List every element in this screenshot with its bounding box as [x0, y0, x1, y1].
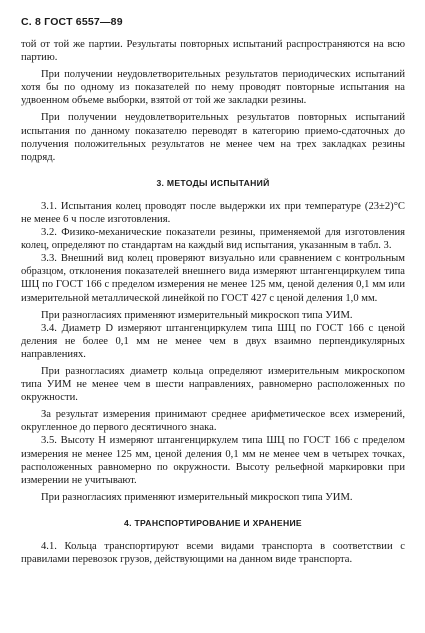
paragraph-3-2: 3.2. Физико-механические показатели резины, применяемой для изготовления колец, определяют по стандартам на каждый вид испытания, указанным в табл. 3.	[21, 227, 405, 252]
paragraph-intro-1: той от той же партии. Результаты повторных испытаний распространяются на всю партию.	[21, 39, 405, 64]
paragraph-3-5-note: При разногласиях применяют измерительный микроскоп типа УИМ.	[41, 491, 353, 503]
paragraph-3-4: 3.4. Диаметр D измеряют штангенциркулем типа ШЦ по ГОСТ 166 с ценой деления не более 0,1 мм не менее чем в двух взаимно перпендикулярных направлениях.	[21, 322, 405, 360]
paragraph-3-3-note: При разногласиях применяют измерительный микроскоп типа УИМ.	[41, 309, 353, 321]
paragraph-3-4-note: При разногласиях диаметр кольца определяют измерительным микроскопом типа УИМ не менее чем в шести направлениях, равномерно расположенных по окружности.	[21, 365, 405, 404]
paragraph-3-1: 3.1. Испытания колец проводят после выдержки их при температуре (23±2)°С не менее 6 ч после изготовления.	[21, 200, 405, 225]
paragraph-intro-3: При получении неудовлетворительных результатов повторных испытаний испытания по данному показателю переводят в категорию приемо-сдаточных до получения положительных результатов не менее чем на трех закладках резины подряд.	[21, 112, 405, 163]
paragraph-3-3: 3.3. Внешний вид колец проверяют визуально или сравнением с контрольным образцом, отклонения показателей внешнего вида измеряют штангенциркулем типа ШЦ по ГОСТ 166 с пределом измерения не менее 125 мм, ценой деления 0,1 мм или измерительной металлической линейкой по ГОСТ 427 с ценой деления 1,0 мм.	[21, 253, 405, 304]
paragraph-3-4-result: За результат измерения принимают среднее арифметическое всех измерений, округленное до первого десятичного знака.	[21, 409, 405, 434]
paragraph-4-1: 4.1. Кольца транспортируют всеми видами транспорта в соответствии с правилами перевозок грузов, действующими на данном виде транспорта.	[21, 540, 405, 565]
section-4-title: 4. ТРАНСПОРТИРОВАНИЕ И ХРАНЕНИЕ	[124, 517, 302, 528]
section-3-title: 3. МЕТОДЫ ИСПЫТАНИЙ	[156, 177, 270, 188]
paragraph-3-5: 3.5. Высоту H измеряют штангенциркулем типа ШЦ по ГОСТ 166 с пределом измерения не менее 125 мм, ценой деления 0,1 мм не менее чем в четырех точках, расположенных равномерно по окружности. Высоту рельефной маркировки при измерении не учитывают.	[21, 435, 405, 486]
paragraph-intro-2: При получении неудовлетворительных результатов периодических испытаний хотя бы по одному из показателей по нему проводят повторные испытания на удвоенном объеме выборки, взятой от той же закладки резины.	[21, 69, 405, 107]
page-header: С. 8 ГОСТ 6557—89	[21, 16, 123, 28]
